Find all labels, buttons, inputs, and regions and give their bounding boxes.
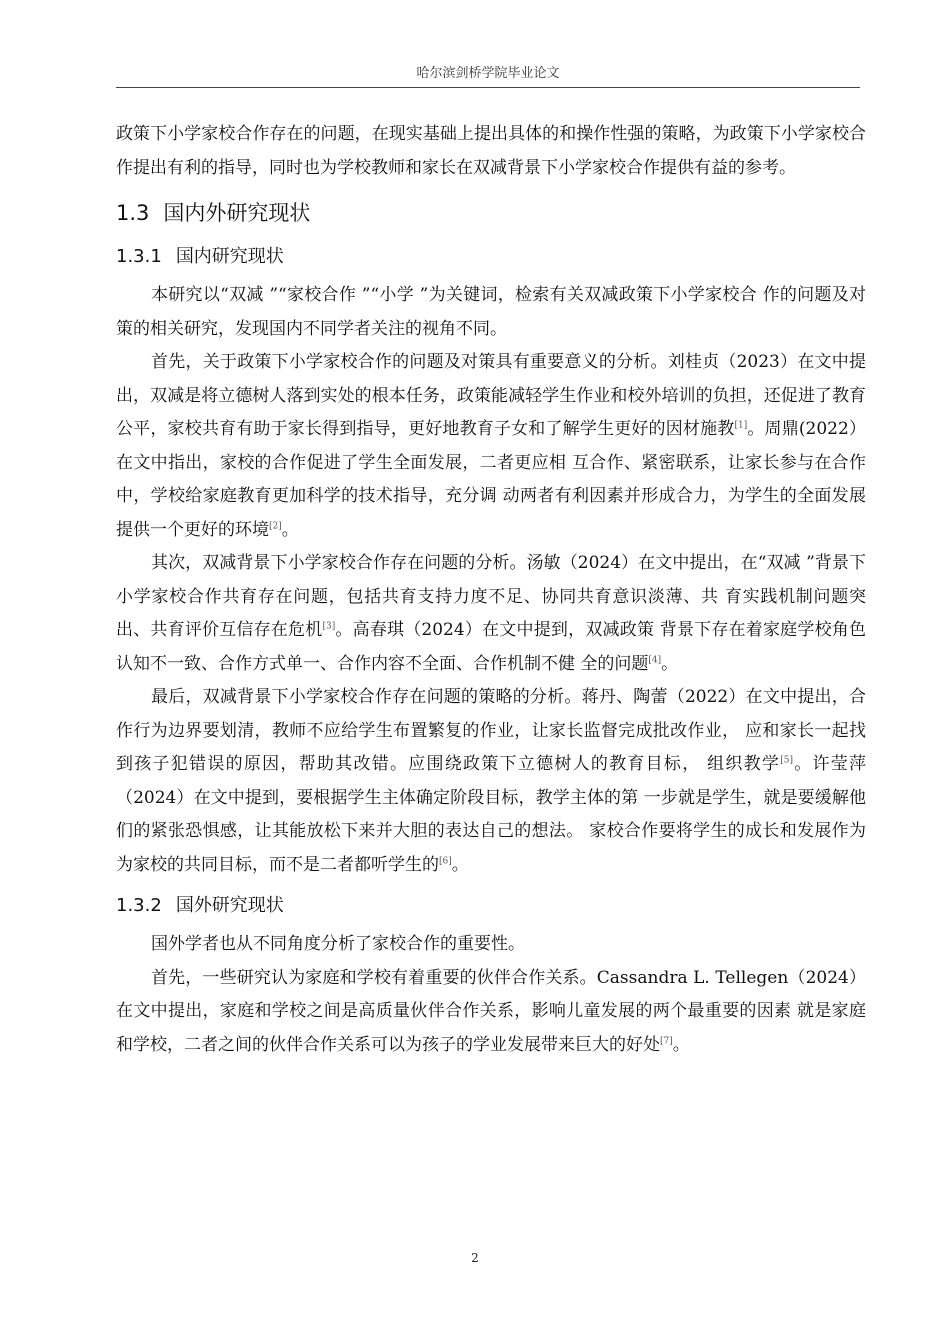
paragraph-text: 。 xyxy=(672,1034,690,1055)
citation-6: [6] xyxy=(439,855,452,866)
paragraph-text: 最后，双减背景下小学家校合作存在问题的策略的分析。蒋丹、陶蕾（2022）在文中提出，合作行为边界要划清，教师不应给学生布置繁复的作业，让家长监督完成批改作业， 应和家长一起找到孩子犯错误的原因，帮助其改错。应围绕政策下立德树人的教育目标， 组织教学 xyxy=(116,687,866,774)
section-heading-1-3 xyxy=(116,193,866,233)
citation-2: [2] xyxy=(269,520,282,531)
header-rule xyxy=(116,87,860,88)
paragraph-text: 首先，关于政策下小学家校合作的问题及对策具有重要意义的分析。刘桂贞（2023）在文中提出，双减是将立德树人落到实处的根本任务，政策能减轻学生作业和校外培训的负担，还促进了教育公平，家校共育有助于家长得到指导，更好地教育子女和了解学生更好的因材施教 xyxy=(116,352,866,439)
running-header: 哈尔滨剑桥学院毕业论文 xyxy=(416,66,560,81)
paragraph-first xyxy=(116,346,866,547)
paragraph-second xyxy=(116,547,866,681)
page-number: 2 xyxy=(471,1251,479,1265)
subsection-number: 1.3.1 xyxy=(116,246,162,267)
subsection-number: 1.3.2 xyxy=(116,895,162,916)
paragraph-text: 。高春琪（2024）在文中提到，双减政策 背景下存在着家庭学校角色认知不一致、合作方式单一、合作内容不全面、合作机制不健 全的问题 xyxy=(116,620,866,674)
paragraph-last xyxy=(116,681,866,882)
citation-4: [4] xyxy=(648,654,662,665)
section-title: 国内外研究现状 xyxy=(163,201,311,225)
paragraph-foreign-intro: 国外学者也从不同角度分析了家校合作的重要性。 xyxy=(151,934,525,954)
citation-3: [3] xyxy=(322,621,336,632)
paragraph-keywords: 本研究以“双减 ”“家校合作 ”“小学 ”为关键词，检索有关双减政策下小学家校合 作的问题及对策的相关研究，发现国内不同学者关注的视角不同。 xyxy=(116,285,866,339)
subsection-title: 国内研究现状 xyxy=(175,246,284,267)
citation-7: [7] xyxy=(660,1035,673,1046)
paragraph-text: 。许莹萍（2024）在文中提到，要根据学生主体确定阶段目标，教学主体的第 一步就是学生，就是要缓解他们的紧张恐惧感，让其能放松下来并大胆的表达自己的想法。 家校合作要将学生的成长和发展作为为家校的共同目标，而不是二者都听学生的 xyxy=(116,754,867,875)
paragraph-text: 。 xyxy=(451,854,469,875)
section-number: 1.3 xyxy=(116,201,150,225)
paragraph-text: 。周鼎(2022）在文中指出，家校的合作促进了学生全面发展，二者更应相 互合作、紧密联系，让家长参与在合作中，学校给家庭教育更加科学的技术指导，充分调 动两者有利因素并形成合力，为学生的全面发展提供一个更好的环境 xyxy=(116,419,866,540)
citation-5: [5] xyxy=(780,755,793,766)
paragraph-text: 。 xyxy=(281,519,299,540)
paragraph-text: 首先，一些研究认为家庭和学校有着重要的伙伴合作关系。Cassandra L. Tellegen（2024） 在文中提出，家庭和学校之间是高质量伙伴合作关系，影响儿童发展的两个最重要的因素 就是家庭和学校，二者之间的伙伴合作关系可以为孩子的学业发展带来巨大的好处 xyxy=(116,967,866,1055)
paragraph-foreign-first xyxy=(116,962,866,1063)
paragraph-text: 其次，双减背景下小学家校合作存在问题的分析。汤敏（2024）在文中提出，在“双减 ”背景下小学家校合作共育存在问题，包括共育支持力度不足、协同共育意识淡薄、共 育实践机制问题突出、共育评价互信存在危机 xyxy=(116,553,866,640)
paragraph-text: 。 xyxy=(661,653,679,674)
subsection-heading-1-3-1 xyxy=(116,239,866,275)
intro-paragraph: 政策下小学家校合作存在的问题，在现实基础上提出具体的和操作性强的策略，为政策下小学家校合作提出有利的指导，同时也为学校教师和家长在双减背景下小学家校合作提供有益的参考。 xyxy=(116,124,866,178)
subsection-heading-1-3-2 xyxy=(116,888,866,924)
subsection-title: 国外研究现状 xyxy=(175,895,284,916)
page-body xyxy=(116,118,866,1062)
citation-1: [1] xyxy=(734,420,748,431)
